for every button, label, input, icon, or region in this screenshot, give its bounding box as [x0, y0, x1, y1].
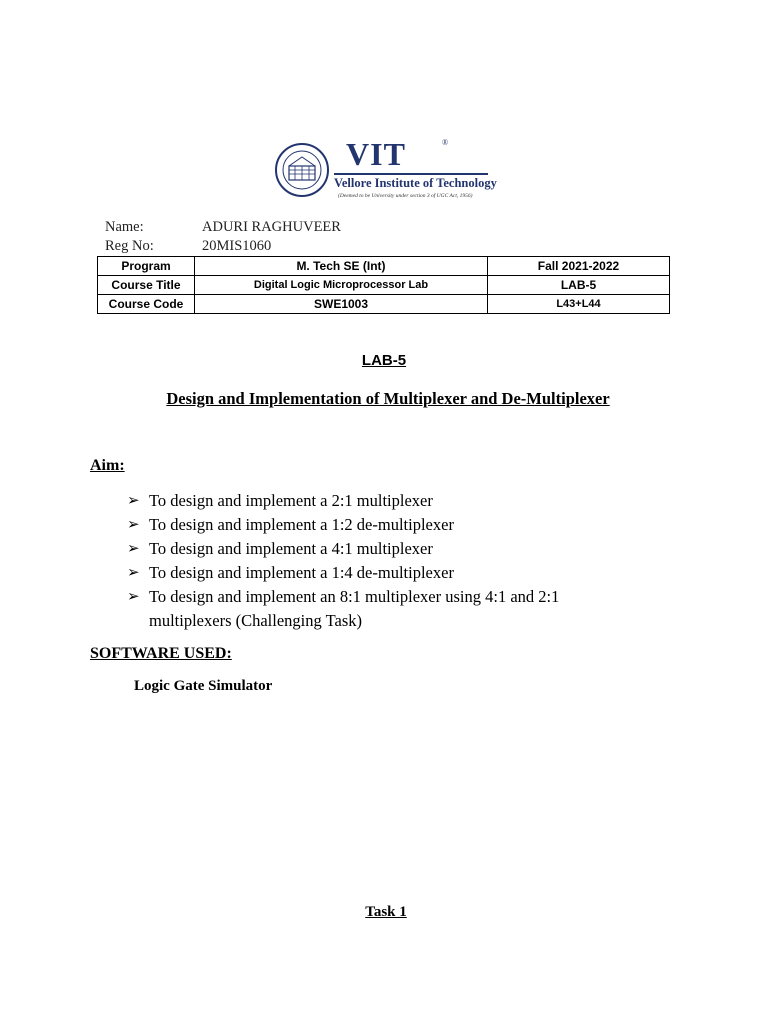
registered-mark: ® [442, 138, 449, 147]
table-cell: Course Code [98, 295, 195, 314]
vit-logo [274, 136, 497, 204]
arrowhead-bullet-icon: ➢ [127, 493, 140, 509]
deemed-note: (Deemed to be University under section 3 of UGC Act, 1956) [338, 193, 473, 199]
list-item-continuation [127, 609, 559, 633]
aim-item-text: To design and implement a 4:1 multiplexer [149, 539, 433, 558]
aim-item-text: To design and implement an 8:1 multiplexer using 4:1 and 2:1 [149, 587, 560, 606]
table-cell: Course Title [98, 276, 195, 295]
arrowhead-bullet-icon: ➢ [127, 589, 140, 605]
list-item [127, 537, 559, 561]
table-cell: LAB-5 [488, 276, 670, 295]
aim-item-text: multiplexers (Challenging Task) [149, 611, 363, 630]
aim-heading: Aim: [90, 457, 125, 474]
table-cell: SWE1003 [195, 295, 488, 314]
list-item [127, 561, 559, 585]
reg-value: 20MIS1060 [202, 238, 272, 254]
aim-list [127, 489, 559, 633]
aim-item-text: To design and implement a 1:2 de-multiplexer [149, 515, 454, 534]
aim-item-text: To design and implement a 2:1 multiplexer [149, 491, 433, 510]
name-value: ADURI RAGHUVEER [202, 219, 341, 235]
arrowhead-bullet-icon: ➢ [127, 565, 140, 581]
document-subtitle: Design and Implementation of Multiplexer and De-Multiplexer [166, 389, 610, 408]
logo-divider [334, 173, 488, 175]
table-row [98, 295, 670, 314]
name-label: Name: [105, 219, 144, 235]
software-heading: SOFTWARE USED: [90, 645, 232, 662]
reg-label: Reg No: [105, 238, 154, 254]
arrowhead-bullet-icon: ➢ [127, 541, 140, 557]
table-row [98, 257, 670, 276]
course-table [97, 256, 670, 314]
table-cell: L43+L44 [488, 295, 670, 314]
table-row [98, 276, 670, 295]
software-value: Logic Gate Simulator [134, 678, 273, 694]
vit-seal-icon [274, 142, 330, 198]
aim-item-text: To design and implement a 1:4 de-multiplexer [149, 563, 454, 582]
table-cell: M. Tech SE (Int) [195, 257, 488, 276]
vit-logo-text: VIT [346, 136, 406, 172]
lab-title: LAB-5 [361, 352, 407, 369]
list-item [127, 585, 559, 609]
institute-name: Vellore Institute of Technology [334, 176, 497, 190]
table-cell: Fall 2021-2022 [488, 257, 670, 276]
arrowhead-bullet-icon: ➢ [127, 517, 140, 533]
table-cell: Digital Logic Microprocessor Lab [195, 276, 488, 295]
list-item [127, 489, 559, 513]
task-heading: Task 1 [365, 904, 407, 920]
list-item [127, 513, 559, 537]
table-cell: Program [98, 257, 195, 276]
